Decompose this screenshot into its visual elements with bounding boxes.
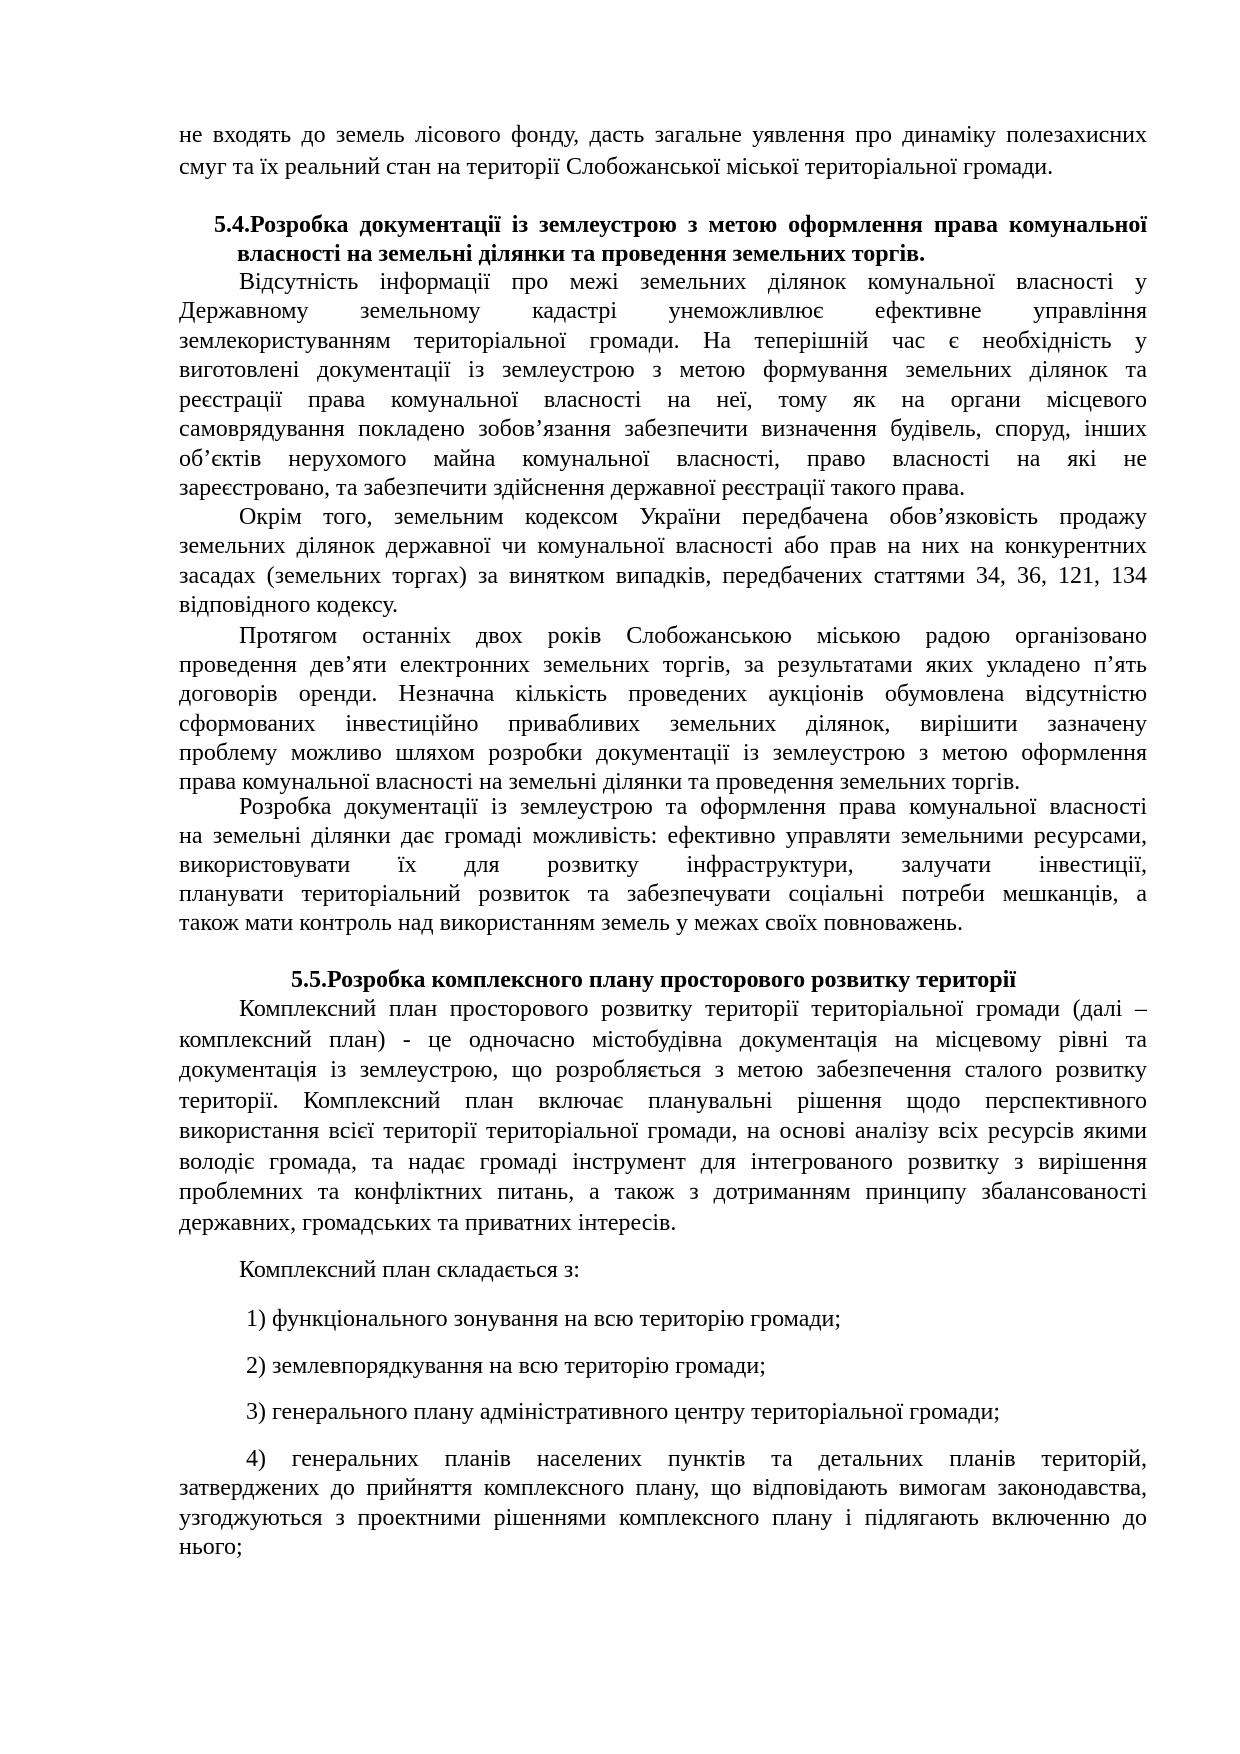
paragraph-line: засадах (земельних торгах) за винятком випадків, передбачених статтями 34, 36, 121, 134 <box>179 562 1147 589</box>
section-heading: 5.5.Розробка комплексного плану просторового розвитку території <box>291 967 1016 993</box>
list-item: нього; <box>179 1534 243 1560</box>
section-heading: 5.4.Розробка документації із землеустрою з метою оформлення права комунальної <box>214 212 1147 238</box>
paragraph-line: Комплексний план просторового розвитку території територіальної громади (далі – <box>239 996 1147 1022</box>
paragraph-line: Протягом останніх двох років Слобожанською міською радою організовано <box>239 623 1147 649</box>
paragraph-line: смуг та їх реальний стан на території Слобожанської міської територіальної громади. <box>179 154 1054 180</box>
paragraph-line: зареєстровано, та забезпечити здійснення державної реєстрації такого права. <box>179 475 966 501</box>
paragraph-line: комплексний план) - це одночасно містобудівна документація на місцевому рівні та <box>179 1026 1147 1053</box>
paragraph-line: земельних ділянок державної чи комунальної власності або прав на них на конкурентних <box>179 533 1147 560</box>
paragraph-line: відповідного кодексу. <box>179 592 398 618</box>
paragraph-line: державних, громадських та приватних інтересів. <box>179 1210 677 1236</box>
paragraph-line: виготовлені документації із землеустрою з метою формування земельних ділянок та <box>179 357 1147 384</box>
paragraph-line: Окрім того, земельним кодексом України передбачена обов’язковість продажу <box>239 504 1147 530</box>
list-item: затверджених до прийняття комплексного плану, що відповідають вимогам законодавства, <box>179 1475 1147 1502</box>
list-item: 1) функціонального зонування на всю територію громади; <box>246 1306 842 1332</box>
list-item: 3) генерального плану адміністративного центру територіальної громади; <box>246 1399 1001 1425</box>
paragraph-line: використання всієї території територіальної громади, на основі аналізу всіх ресурсів якими <box>179 1118 1147 1145</box>
section-heading: власності на земельні ділянки та проведення земельних торгів. <box>237 241 926 267</box>
paragraph-line: проблемних та конфліктних питань, а також з дотриманням принципу збалансованості <box>179 1179 1147 1206</box>
paragraph-line: Відсутність інформації про межі земельних ділянок комунальної власності у <box>239 269 1147 295</box>
paragraph-line: також мати контроль над використанням земель у межах своїх повноважень. <box>179 910 963 936</box>
paragraph-line: не входять до земель лісового фонду, дасть загальне уявлення про динаміку полезахисних <box>179 122 1147 148</box>
paragraph-line: проблему можливо шляхом розробки документації із землеустрою з метою оформлення <box>179 739 1147 766</box>
paragraph-line: використовувати їх для розвитку інфраструктури, залучати інвестиції, <box>179 852 1147 878</box>
paragraph-line: Розробка документації із землеустрою та оформлення права комунальної власності <box>239 794 1147 820</box>
list-intro: Комплексний план складається з: <box>239 1257 580 1283</box>
list-item: 4) генеральних планів населених пунктів та детальних планів територій, <box>246 1446 1147 1472</box>
list-item: узгоджуються з проектними рішеннями комплексного плану і підлягають включенню до <box>179 1504 1147 1531</box>
paragraph-line: документація із землеустрою, що розробляється з метою забезпечення сталого розвитку <box>179 1057 1147 1084</box>
paragraph-line: володіє громада, та надає громаді інструмент для інтегрованого розвитку з вирішення <box>179 1148 1147 1175</box>
paragraph-line: території. Комплексний план включає планувальні рішення щодо перспективного <box>179 1087 1147 1114</box>
list-item: 2) землевпорядкування на всю територію громади; <box>246 1353 766 1379</box>
paragraph-line: планувати територіальний розвиток та забезпечувати соціальні потреби мешканців, а <box>179 881 1147 907</box>
paragraph-line: реєстрації права комунальної власності на неї, тому як на органи місцевого <box>179 386 1147 413</box>
paragraph-line: на земельні ділянки дає громаді можливість: ефективно управляти земельними ресурсами, <box>179 823 1147 849</box>
paragraph-line: об’єктів нерухомого майна комунальної власності, право власності на які не <box>179 445 1147 472</box>
paragraph-line: проведення дев’яти електронних земельних торгів, за результатами яких укладено п’ять <box>179 652 1147 679</box>
paragraph-line: Державному земельному кадастрі унеможливлює ефективне управління <box>179 298 1147 325</box>
paragraph-line: самоврядування покладено зобов’язання забезпечити визначення будівель, споруд, інших <box>179 416 1147 443</box>
paragraph-line: сформованих інвестиційно привабливих земельних ділянок, вирішити зазначену <box>179 710 1147 737</box>
paragraph-line: права комунальної власності на земельні ділянки та проведення земельних торгів. <box>179 769 1021 795</box>
paragraph-line: договорів оренди. Незначна кількість проведених аукціонів обумовлена відсутністю <box>179 681 1147 708</box>
paragraph-line: землекористуванням територіальної громади. На теперішній час є необхідність у <box>179 327 1147 354</box>
